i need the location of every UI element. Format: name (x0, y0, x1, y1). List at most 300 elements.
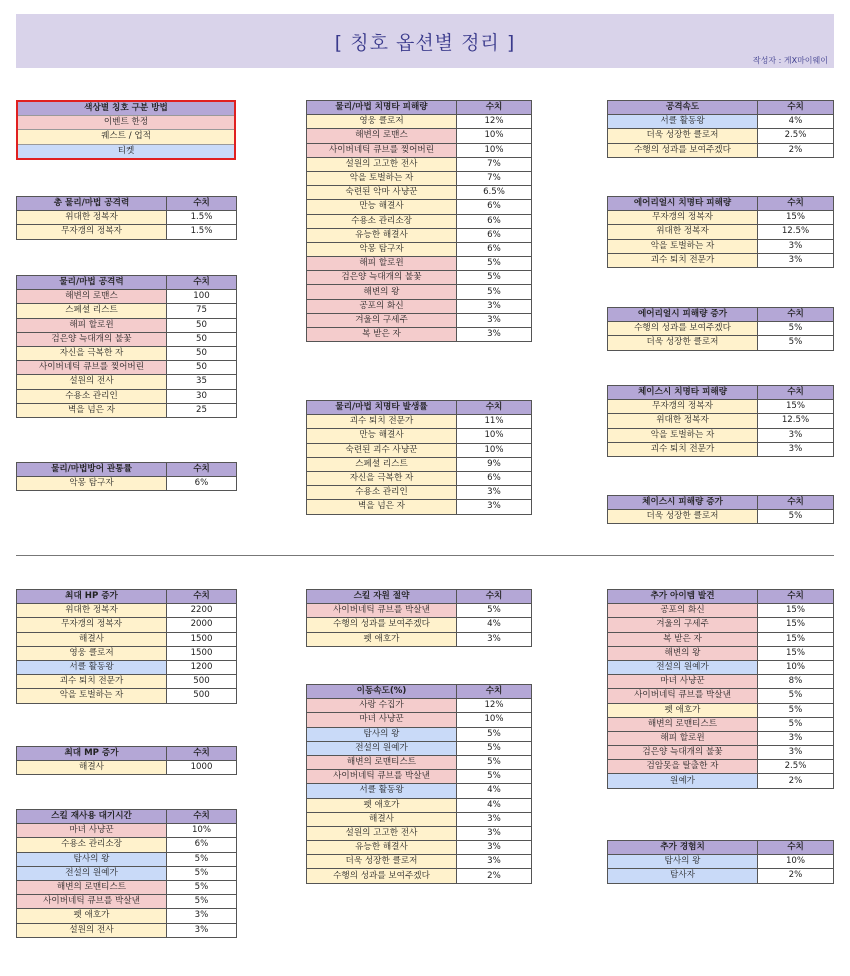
legend-quest: 퀘스트 / 업적 (17, 130, 235, 144)
title-value: 5% (758, 703, 834, 717)
table-row (307, 157, 532, 171)
title-name: 더욱 성장한 클로저 (307, 855, 457, 869)
table-row (608, 143, 834, 157)
title-name: 설원의 고고한 전사 (307, 157, 457, 171)
title-value: 100 (167, 290, 237, 304)
table-row (17, 646, 237, 660)
table-t7 (607, 196, 834, 268)
table-row (307, 699, 532, 713)
title-value: 5% (167, 852, 237, 866)
title-name: 벽을 넘은 자 (307, 500, 457, 514)
title-name: 수용소 관리인 (307, 486, 457, 500)
title-value: 3% (758, 746, 834, 760)
title-name: 설원의 고고한 전사 (307, 826, 457, 840)
table-unit-header: 수치 (758, 496, 834, 510)
title-value: 10% (758, 855, 834, 869)
table-row (608, 510, 834, 524)
title-name: 벽을 넘은 자 (17, 403, 167, 417)
table-title: 체이스시 치명타 피해량 (608, 386, 758, 400)
title-name: 사이버네틱 큐브를 박살낸 (307, 604, 457, 618)
title-name: 사이버네틱 큐브를 박살낸 (608, 689, 758, 703)
title-value: 15% (758, 604, 834, 618)
table-title: 총 물리/마법 공격력 (17, 197, 167, 211)
title-value: 5% (457, 271, 532, 285)
title-name: 수용소 관리인 (17, 389, 167, 403)
table-title: 최대 HP 증가 (17, 590, 167, 604)
title-name: 펫 애호가 (17, 909, 167, 923)
title-name: 해변의 로맨티스트 (307, 755, 457, 769)
title-value: 10% (457, 713, 532, 727)
title-value: 10% (758, 660, 834, 674)
table-row (307, 770, 532, 784)
title-value: 15% (758, 618, 834, 632)
title-name: 검암못을 탈출한 자 (608, 760, 758, 774)
title-name: 스페셜 리스트 (17, 304, 167, 318)
table-t16 (607, 589, 834, 789)
table-row (608, 604, 834, 618)
table-t5 (306, 400, 532, 515)
title-name: 무자갱의 정복자 (608, 400, 758, 414)
title-value: 30 (167, 389, 237, 403)
table-row (17, 604, 237, 618)
title-value: 10% (457, 143, 532, 157)
table-row (17, 304, 237, 318)
title-value: 4% (758, 115, 834, 129)
title-name: 마녀 사냥꾼 (17, 824, 167, 838)
title-value: 50 (167, 346, 237, 360)
legend-title: 색상별 칭호 구분 방법 (17, 101, 235, 116)
table-row (17, 332, 237, 346)
table-title: 공격속도 (608, 101, 758, 115)
title-value: 3% (457, 299, 532, 313)
title-value: 15% (758, 211, 834, 225)
title-name: 악몽 탐구자 (17, 477, 167, 491)
table-t9 (607, 385, 834, 457)
table-title: 에어리얼시 치명타 피해량 (608, 197, 758, 211)
title-value: 2000 (167, 618, 237, 632)
title-name: 자신을 극복한 자 (307, 471, 457, 485)
title-name: 자신을 극복한 자 (17, 346, 167, 360)
table-row (608, 400, 834, 414)
table-title: 에어리얼시 피해량 증가 (608, 308, 758, 322)
title-name: 서클 활동왕 (307, 784, 457, 798)
table-row (17, 675, 237, 689)
table-t1 (16, 196, 237, 240)
table-row (307, 143, 532, 157)
legend-event: 이벤트 한정 (17, 116, 235, 130)
title-name: 마녀 사냥꾼 (608, 675, 758, 689)
table-row (608, 646, 834, 660)
table-row (608, 675, 834, 689)
table-t10 (607, 495, 834, 524)
table-row (307, 826, 532, 840)
table-row (307, 299, 532, 313)
title-value: 4% (457, 618, 532, 632)
table-row (608, 428, 834, 442)
table-title: 스킬 재사용 대기시간 (17, 810, 167, 824)
table-row (608, 703, 834, 717)
title-value: 5% (457, 285, 532, 299)
table-row (608, 869, 834, 883)
title-value: 12.5% (758, 414, 834, 428)
title-name: 괴수 퇴치 전문가 (608, 442, 758, 456)
table-row (608, 336, 834, 350)
title-name: 마녀 사냥꾼 (307, 713, 457, 727)
title-name: 사이버네틱 큐브를 찢어버린 (17, 361, 167, 375)
title-name: 사랑 수집가 (307, 699, 457, 713)
table-title: 스킬 자원 절약 (307, 590, 457, 604)
page-title: [ 칭호 옵션별 정리 ] (334, 32, 516, 54)
title-name: 더욱 성장한 클로저 (608, 510, 758, 524)
table-row (307, 500, 532, 514)
title-value: 10% (457, 443, 532, 457)
title-name: 설원의 전사 (17, 923, 167, 937)
title-name: 악을 토벌하는 자 (17, 689, 167, 703)
title-value: 7% (457, 157, 532, 171)
table-t13 (16, 809, 237, 938)
table-unit-header: 수치 (758, 841, 834, 855)
table-row (608, 129, 834, 143)
title-name: 해변의 로맨티스트 (17, 880, 167, 894)
title-value: 5% (758, 510, 834, 524)
title-name: 전설의 원예가 (307, 741, 457, 755)
title-name: 위대한 정복자 (17, 604, 167, 618)
title-value: 3% (167, 909, 237, 923)
table-t15 (306, 684, 532, 884)
table-row (307, 285, 532, 299)
table-row (608, 689, 834, 703)
table-row (17, 824, 237, 838)
table-row (17, 318, 237, 332)
table-title: 물리/마법 치명타 피해량 (307, 101, 457, 115)
title-value: 5% (457, 741, 532, 755)
table-row (307, 228, 532, 242)
title-value: 3% (457, 841, 532, 855)
title-value: 1500 (167, 646, 237, 660)
table-row (608, 414, 834, 428)
table-row (307, 242, 532, 256)
title-value: 5% (758, 689, 834, 703)
table-title: 추가 경험치 (608, 841, 758, 855)
table-row (307, 328, 532, 342)
table-unit-header: 수치 (758, 197, 834, 211)
table-row (307, 727, 532, 741)
table-t11 (16, 589, 237, 704)
table-t17 (607, 840, 834, 884)
title-name: 스페셜 리스트 (307, 457, 457, 471)
table-row (307, 313, 532, 327)
title-name: 펫 애호가 (307, 798, 457, 812)
table-row (307, 713, 532, 727)
title-value: 15% (758, 632, 834, 646)
title-name: 수행의 성과를 보여주겠다 (307, 869, 457, 883)
title-value: 10% (167, 824, 237, 838)
title-name: 탐사의 왕 (17, 852, 167, 866)
table-t8 (607, 307, 834, 351)
table-row (17, 632, 237, 646)
table-row (17, 866, 237, 880)
title-name: 괴수 퇴치 전문가 (307, 415, 457, 429)
table-row (307, 798, 532, 812)
title-name: 탐사자 (608, 869, 758, 883)
title-name: 복 받은 자 (307, 328, 457, 342)
title-value: 3% (457, 812, 532, 826)
table-unit-header: 수치 (167, 747, 237, 761)
table-title: 최대 MP 증가 (17, 747, 167, 761)
title-value: 50 (167, 361, 237, 375)
title-value: 75 (167, 304, 237, 318)
title-value: 2% (758, 143, 834, 157)
table-unit-header: 수치 (758, 101, 834, 115)
table-t2 (16, 275, 237, 418)
table-unit-header: 수치 (457, 590, 532, 604)
title-value: 50 (167, 332, 237, 346)
title-value: 3% (758, 731, 834, 745)
table-row (17, 225, 237, 239)
table-row (608, 660, 834, 674)
table-unit-header: 수치 (457, 401, 532, 415)
title-name: 겨울의 구세주 (307, 313, 457, 327)
title-value: 3% (457, 313, 532, 327)
title-value: 8% (758, 675, 834, 689)
title-value: 10% (457, 129, 532, 143)
title-name: 유능한 해결사 (307, 228, 457, 242)
title-value: 10% (457, 429, 532, 443)
title-name: 사이버네틱 큐브를 찢어버린 (307, 143, 457, 157)
title-value: 5% (167, 895, 237, 909)
table-unit-header: 수치 (758, 386, 834, 400)
table-row (17, 618, 237, 632)
table-t6 (607, 100, 834, 158)
table-title: 추가 아이템 발견 (608, 590, 758, 604)
title-value: 6% (457, 471, 532, 485)
title-name: 탐사의 왕 (307, 727, 457, 741)
title-name: 공포의 화신 (608, 604, 758, 618)
title-value: 9% (457, 457, 532, 471)
table-row (307, 486, 532, 500)
table-row (307, 604, 532, 618)
title-value: 3% (167, 923, 237, 937)
title-name: 수행의 성과를 보여주겠다 (307, 618, 457, 632)
title-name: 영웅 클로저 (307, 115, 457, 129)
table-row (307, 784, 532, 798)
title-value: 2% (758, 774, 834, 788)
title-name: 위대한 정복자 (608, 414, 758, 428)
title-value: 5% (758, 322, 834, 336)
table-row (307, 869, 532, 883)
table-unit-header: 수치 (167, 590, 237, 604)
title-name: 전설의 원예가 (17, 866, 167, 880)
table-row (608, 746, 834, 760)
title-name: 만능 해결사 (307, 200, 457, 214)
table-row (608, 322, 834, 336)
title-name: 검은양 늑대개의 불꽃 (307, 271, 457, 285)
title-name: 해변의 왕 (307, 285, 457, 299)
title-value: 5% (167, 866, 237, 880)
table-unit-header: 수치 (758, 590, 834, 604)
title-name: 위대한 정복자 (17, 211, 167, 225)
table-row (307, 457, 532, 471)
title-value: 5% (167, 880, 237, 894)
table-unit-header: 수치 (758, 308, 834, 322)
table-row (608, 760, 834, 774)
title-value: 6.5% (457, 186, 532, 200)
title-name: 해결사 (307, 812, 457, 826)
table-row (608, 211, 834, 225)
table-row (608, 774, 834, 788)
title-name: 괴수 퇴치 전문가 (17, 675, 167, 689)
table-row (17, 852, 237, 866)
title-value: 6% (167, 477, 237, 491)
title-value: 1.5% (167, 211, 237, 225)
table-row (307, 812, 532, 826)
table-row (307, 214, 532, 228)
title-name: 위대한 정복자 (608, 225, 758, 239)
title-name: 사이버네틱 큐브를 박살낸 (17, 895, 167, 909)
title-value: 1500 (167, 632, 237, 646)
title-value: 1200 (167, 660, 237, 674)
table-row (307, 271, 532, 285)
color-legend (16, 100, 236, 160)
title-value: 500 (167, 689, 237, 703)
title-value: 7% (457, 171, 532, 185)
table-row (608, 225, 834, 239)
table-row (608, 239, 834, 253)
title-value: 2200 (167, 604, 237, 618)
title-value: 15% (758, 646, 834, 660)
title-name: 숙련된 괴수 사냥꾼 (307, 443, 457, 457)
title-value: 6% (457, 200, 532, 214)
title-name: 탐사의 왕 (608, 855, 758, 869)
table-row (307, 755, 532, 769)
table-row (307, 855, 532, 869)
title-value: 1.5% (167, 225, 237, 239)
table-row (17, 895, 237, 909)
title-name: 악을 토벌하는 자 (608, 428, 758, 442)
title-name: 해피 할로윈 (17, 318, 167, 332)
title-value: 3% (758, 239, 834, 253)
table-unit-header: 수치 (167, 276, 237, 290)
table-row (17, 880, 237, 894)
title-value: 5% (758, 336, 834, 350)
table-row (307, 618, 532, 632)
table-title: 물리/마법 공격력 (17, 276, 167, 290)
title-name: 원예가 (608, 774, 758, 788)
title-name: 해변의 로맨티스트 (608, 717, 758, 731)
section-divider (16, 555, 834, 556)
title-name: 숙련된 악마 사냥꾼 (307, 186, 457, 200)
title-value: 5% (457, 770, 532, 784)
title-value: 11% (457, 415, 532, 429)
title-value: 6% (457, 214, 532, 228)
table-title: 체이스시 피해량 증가 (608, 496, 758, 510)
title-value: 25 (167, 403, 237, 417)
legend-ticket: 티켓 (17, 144, 235, 159)
title-banner (16, 14, 834, 68)
table-row (307, 171, 532, 185)
title-name: 무자갱의 정복자 (17, 225, 167, 239)
title-name: 해결사 (17, 632, 167, 646)
title-name: 괴수 퇴치 전문가 (608, 253, 758, 267)
table-row (608, 442, 834, 456)
table-t12 (16, 746, 237, 775)
title-value: 3% (457, 826, 532, 840)
table-row (608, 632, 834, 646)
title-value: 500 (167, 675, 237, 689)
table-row (17, 660, 237, 674)
table-unit-header: 수치 (457, 685, 532, 699)
table-row (608, 115, 834, 129)
table-row (307, 741, 532, 755)
table-row (608, 618, 834, 632)
title-value: 12% (457, 115, 532, 129)
title-name: 겨울의 구세주 (608, 618, 758, 632)
title-value: 50 (167, 318, 237, 332)
title-value: 5% (457, 257, 532, 271)
title-name: 검은양 늑대개의 불꽃 (608, 746, 758, 760)
title-name: 해피 할로윈 (608, 731, 758, 745)
table-row (17, 838, 237, 852)
title-name: 만능 해결사 (307, 429, 457, 443)
title-name: 복 받은 자 (608, 632, 758, 646)
table-row (608, 731, 834, 745)
table-row (17, 211, 237, 225)
table-row (17, 477, 237, 491)
title-name: 수용소 관리소장 (17, 838, 167, 852)
title-value: 3% (457, 500, 532, 514)
title-value: 6% (457, 242, 532, 256)
title-name: 해피 할로윈 (307, 257, 457, 271)
table-row (307, 632, 532, 646)
title-name: 수용소 관리소장 (307, 214, 457, 228)
title-value: 12.5% (758, 225, 834, 239)
table-row (307, 257, 532, 271)
table-unit-header: 수치 (457, 101, 532, 115)
table-row (17, 375, 237, 389)
table-row (17, 761, 237, 775)
title-name: 해변의 로맨스 (307, 129, 457, 143)
title-value: 2.5% (758, 129, 834, 143)
title-value: 2.5% (758, 760, 834, 774)
title-name: 펫 애호가 (307, 632, 457, 646)
table-row (17, 389, 237, 403)
title-value: 3% (758, 428, 834, 442)
table-t14 (306, 589, 532, 647)
title-value: 35 (167, 375, 237, 389)
title-name: 해변의 로맨스 (17, 290, 167, 304)
title-value: 6% (167, 838, 237, 852)
title-name: 무자갱의 정복자 (17, 618, 167, 632)
title-name: 더욱 성장한 클로저 (608, 336, 758, 350)
title-value: 5% (457, 755, 532, 769)
table-row (307, 186, 532, 200)
table-title: 이동속도(%) (307, 685, 457, 699)
title-value: 12% (457, 699, 532, 713)
author-label: 작성자 : 게X마이웨이 (752, 56, 828, 65)
table-row (17, 923, 237, 937)
title-value: 1000 (167, 761, 237, 775)
title-value: 3% (457, 632, 532, 646)
table-unit-header: 수치 (167, 197, 237, 211)
title-name: 악몽 탐구자 (307, 242, 457, 256)
title-name: 수행의 성과를 보여주겠다 (608, 143, 758, 157)
title-name: 서클 활동왕 (17, 660, 167, 674)
table-row (17, 290, 237, 304)
title-name: 사이버네틱 큐브를 박살낸 (307, 770, 457, 784)
title-name: 전설의 원예가 (608, 660, 758, 674)
title-value: 3% (758, 253, 834, 267)
title-value: 15% (758, 400, 834, 414)
